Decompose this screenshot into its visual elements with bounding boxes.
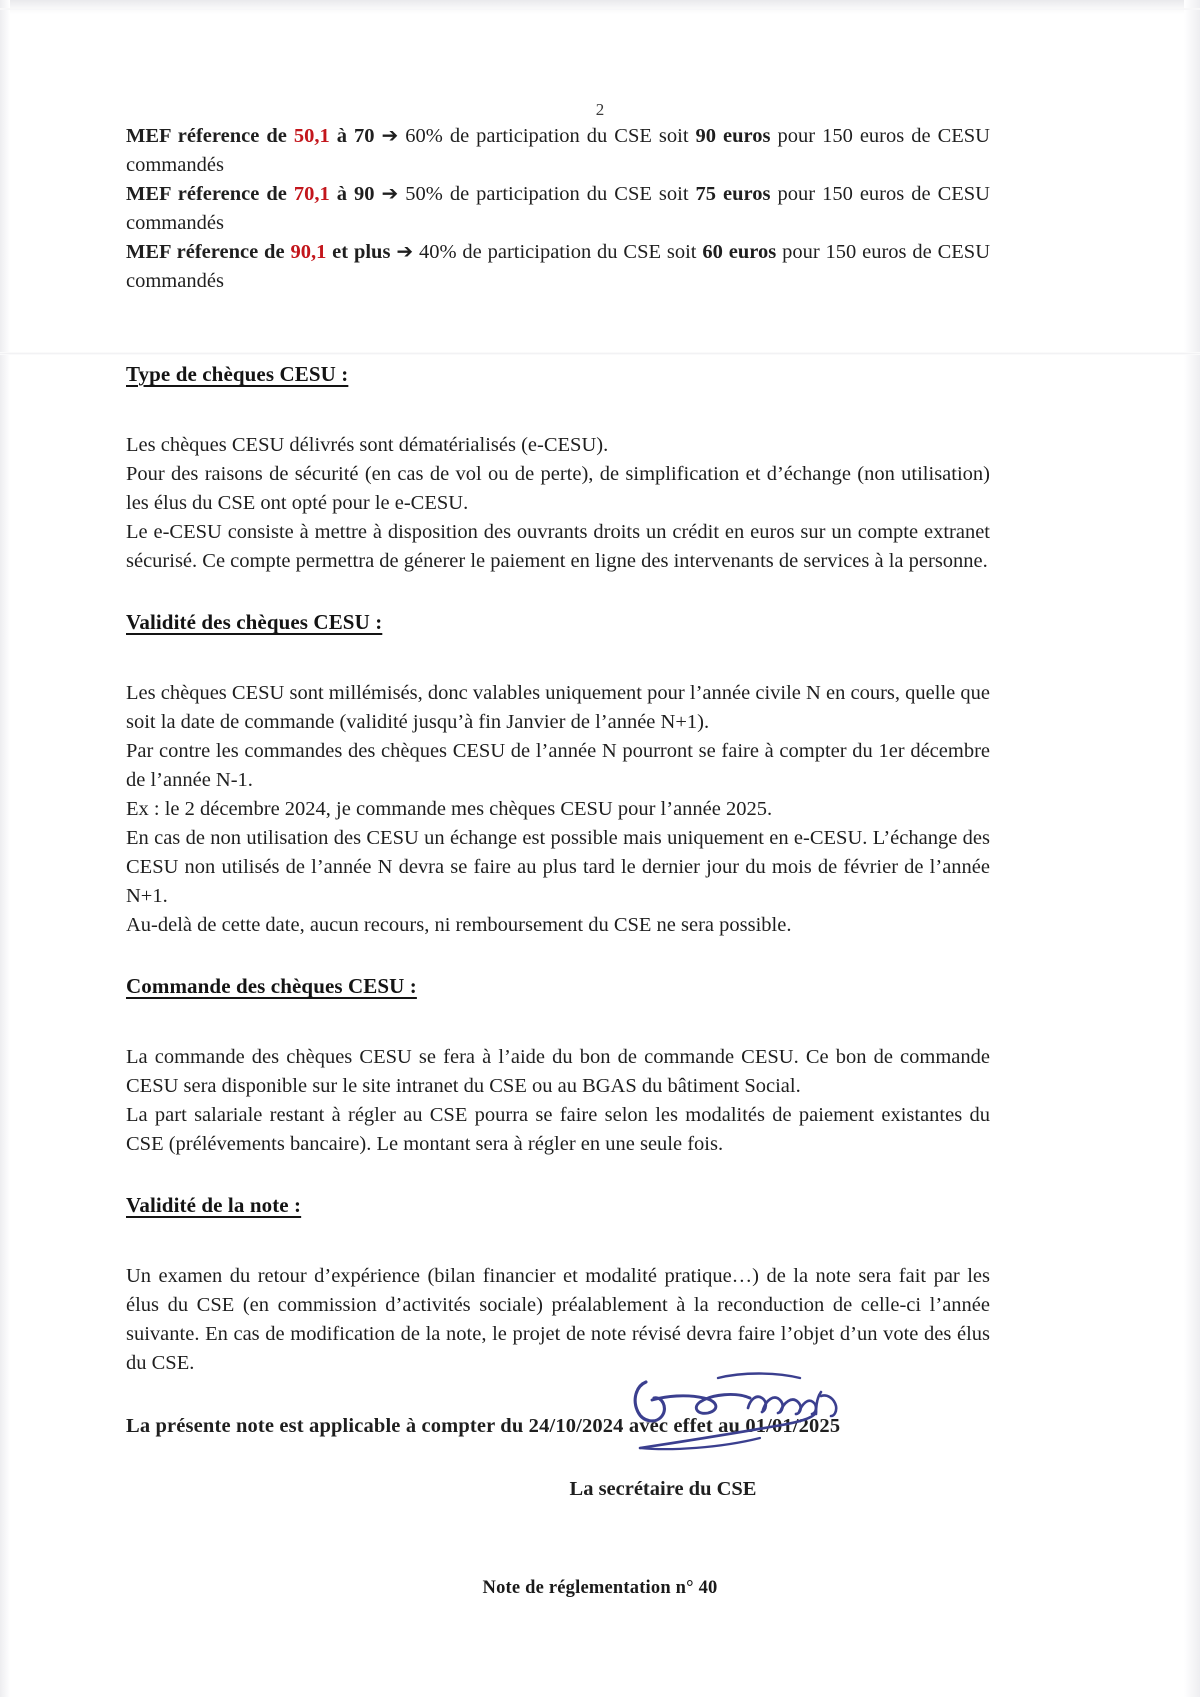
mef-tier-rate: 50% de participation du CSE soit bbox=[398, 183, 696, 205]
paragraph: Ex : le 2 décembre 2024, je commande mes chèques CESU pour l’année 2025. bbox=[126, 798, 773, 820]
document-footer: Note de réglementation n° 40 bbox=[482, 1578, 718, 1598]
mef-tier-label-prefix: MEF réference de bbox=[126, 125, 294, 147]
mef-tier-amount: 60 euros bbox=[702, 241, 777, 263]
mef-tier-amount: 75 euros bbox=[695, 183, 771, 205]
arrow-icon: ➔ bbox=[396, 241, 414, 263]
paragraph: Par contre les commandes des chèques CESU de l’année N pourront se faire à compter du 1er décembre de l’année N-1. bbox=[126, 740, 990, 791]
signatory-title: La secrétaire du CSE bbox=[569, 1478, 757, 1500]
mef-tier-label-prefix: MEF réference de bbox=[126, 183, 294, 205]
page-number: 2 bbox=[595, 100, 605, 119]
mef-tier-tail: pour 150 euros de CESU commandés bbox=[126, 125, 990, 176]
mef-tier-label-suffix: à 90 bbox=[329, 183, 382, 205]
paragraph: Un examen du retour d’expérience (bilan financier et modalité pratique…) de la note sera fait par les élus du CSE (en commission d’activités sociale) préalablement à la reconduction de celle-ci l’année suivante. En cas de modification de la note, le projet de note révisé devra faire l’objet d’un vote des élus du CSE. bbox=[126, 1265, 990, 1374]
mef-tier-label-prefix: MEF réference de bbox=[126, 241, 291, 263]
spacer bbox=[126, 296, 990, 362]
paragraph: En cas de non utilisation des CESU un échange est possible mais uniquement en e-CESU. L’échange des CESU non utilisés de l’année N devra se faire au plus tard le dernier jour du mois de février de l’année N+1. bbox=[126, 827, 990, 907]
mef-tier-threshold: 90,1 bbox=[290, 241, 327, 263]
spacer bbox=[126, 635, 990, 679]
paragraph: Le e-CESU consiste à mettre à disposition des ouvrants droits un crédit en euros sur un compte extranet sécurisé. Ce compte permettra de génerer le paiement en ligne des intervenants de services à la personne. bbox=[126, 521, 990, 572]
spacer bbox=[126, 999, 990, 1043]
paragraph: Les chèques CESU sont millémisés, donc valables uniquement pour l’année civile N en cours, quelle que soit la date de commande (validité jusqu’à fin Janvier de l’année N+1). bbox=[126, 682, 990, 733]
spacer bbox=[126, 576, 990, 610]
mef-tier-row bbox=[126, 238, 990, 296]
section-heading-commande-cheques: Commande des chèques CESU : bbox=[126, 974, 417, 998]
paragraph: Au-delà de cette date, aucun recours, ni remboursement du CSE ne sera possible. bbox=[126, 914, 792, 936]
mef-tier-tail: pour 150 euros de CESU commandés bbox=[126, 241, 991, 292]
arrow-icon: ➔ bbox=[381, 125, 399, 147]
section-heading-validite-cheques: Validité des chèques CESU : bbox=[126, 610, 383, 634]
applicability-statement: La présente note est applicable à compter du 24/10/2024 avec effet au 01/01/2025 bbox=[126, 1415, 841, 1437]
mef-tier-row bbox=[126, 180, 990, 238]
paragraph: Les chèques CESU délivrés sont dématérialisés (e-CESU). bbox=[126, 434, 609, 456]
arrow-icon: ➔ bbox=[381, 183, 399, 205]
paragraph: La part salariale restant à régler au CSE pourra se faire selon les modalités de paiement existantes du CSE (prélévements bancaire). Le montant sera à régler en une seule fois. bbox=[126, 1104, 990, 1155]
mef-tier-tail: pour 150 euros de CESU commandés bbox=[126, 183, 990, 234]
paragraph: La commande des chèques CESU se fera à l’aide du bon de commande CESU. Ce bon de commande CESU sera disponible sur le site intranet du CSE ou au BGAS du bâtiment Social. bbox=[126, 1046, 990, 1097]
mef-tier-label-suffix: et plus bbox=[326, 241, 397, 263]
signature-ink bbox=[600, 1352, 1000, 1472]
spacer bbox=[126, 940, 990, 974]
spacer bbox=[126, 1159, 990, 1193]
mef-tier-threshold: 70,1 bbox=[293, 183, 330, 205]
mef-tier-row bbox=[126, 122, 990, 180]
spacer bbox=[126, 387, 990, 431]
signature bbox=[600, 1352, 1000, 1472]
mef-tier-label-suffix: à 70 bbox=[329, 125, 382, 147]
mef-tier-list bbox=[126, 122, 990, 296]
section-heading-type-cheques: Type de chèques CESU : bbox=[126, 362, 349, 386]
section-heading-validite-note: Validité de la note : bbox=[126, 1193, 302, 1217]
paragraph: Pour des raisons de sécurité (en cas de vol ou de perte), de simplification et d’échange (non utilisation) les élus du CSE ont opté pour le e-CESU. bbox=[126, 463, 990, 514]
spacer bbox=[126, 1218, 990, 1262]
mef-tier-amount: 90 euros bbox=[695, 125, 771, 147]
mef-tier-rate: 40% de participation du CSE soit bbox=[413, 241, 703, 263]
mef-tier-threshold: 50,1 bbox=[293, 125, 330, 147]
mef-tier-rate: 60% de participation du CSE soit bbox=[398, 125, 696, 147]
document-body bbox=[126, 122, 990, 1504]
